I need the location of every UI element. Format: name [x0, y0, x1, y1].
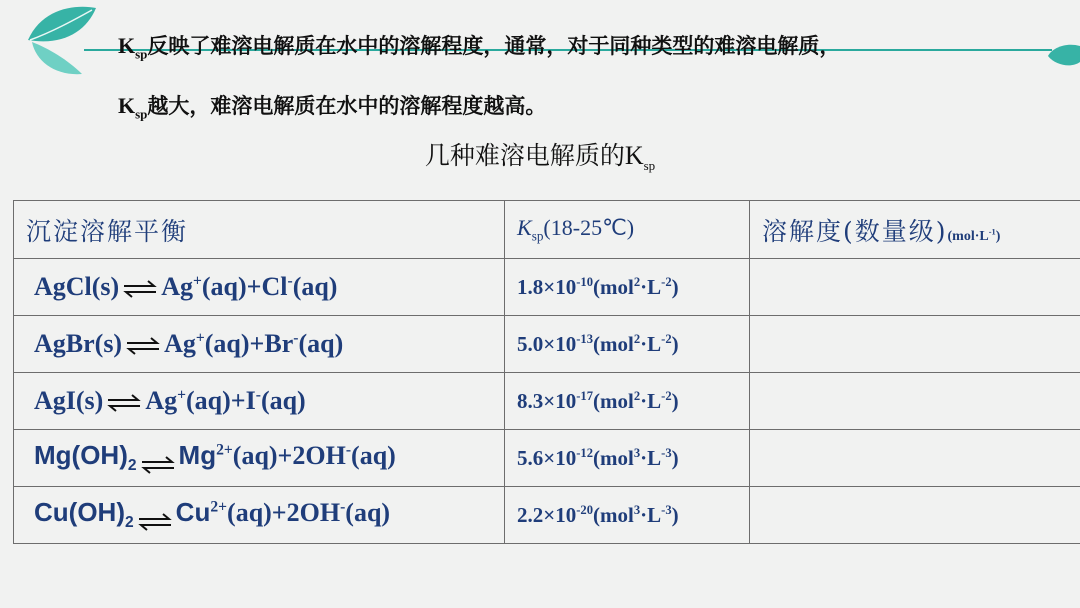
header-equilibrium: 沉淀溶解平衡: [14, 201, 505, 259]
intro-line-2: $K_{sp}$越大，难溶电解质在水中的溶解程度越高。: [118, 93, 547, 122]
equilibrium-equation: AgBr(s) Ag+(aq)+Br-(aq): [14, 316, 505, 373]
intro-paragraph: [118, 20, 1048, 141]
solubility-cell: [750, 316, 1080, 373]
ksp-value: $2.2\times 10^{-20}(mol^3\cdot L^{-3})$: [505, 487, 750, 544]
equilibrium-arrows-icon: [137, 513, 173, 531]
equilibrium-arrows-icon: [140, 456, 176, 474]
equilibrium-equation: $Cu(OH)_2$ $Cu^{2+}(aq)+2OH^-(aq)$: [14, 487, 505, 544]
ksp-value: $5.0\times 10^{-13}(mol^2\cdot L^{-2})$: [505, 316, 750, 373]
equilibrium-equation: AgI(s) Ag+(aq)+I-(aq): [14, 373, 505, 430]
equilibrium-equation: AgCl(s) Ag+(aq)+Cl-(aq): [14, 259, 505, 316]
table-row: [14, 373, 1080, 430]
teal-leaf-icon: [1046, 40, 1080, 70]
intro-line-1: $K_{sp}$反映了难溶电解质在水中的溶解程度，通常，对于同种类型的难溶电解质，: [118, 33, 841, 62]
equilibrium-equation: $Mg(OH)_2$ $Mg^{2+}(aq)+2OH^-(aq)$: [14, 430, 505, 487]
equilibrium-arrows-icon: [122, 280, 158, 298]
equilibrium-arrows-icon: [106, 394, 142, 412]
solubility-cell: [750, 487, 1080, 544]
header-solubility: 溶解度(数量级)$(mol\cdot L^{-1})$: [750, 201, 1080, 259]
solubility-cell: [750, 259, 1080, 316]
teal-leaf-icon: [22, 2, 98, 76]
table-row: [14, 487, 1080, 544]
table-row: [14, 316, 1080, 373]
ksp-value: $1.8\times 10^{-10}(mol^2\cdot L^{-2})$: [505, 259, 750, 316]
table-row: [14, 430, 1080, 487]
solubility-cell: [750, 430, 1080, 487]
table-header-row: [14, 201, 1080, 259]
ksp-value: $5.6\times 10^{-12}(mol^3\cdot L^{-3})$: [505, 430, 750, 487]
ksp-value: $8.3\times 10^{-17}(mol^2\cdot L^{-2})$: [505, 373, 750, 430]
ksp-table: [13, 200, 1080, 544]
table-row: [14, 259, 1080, 316]
table-title: 几种难溶电解质的$K_{sp}$: [424, 141, 656, 174]
solubility-cell: [750, 373, 1080, 430]
equilibrium-arrows-icon: [125, 337, 161, 355]
header-ksp: $K_{sp}(18-25℃)$: [505, 201, 750, 259]
